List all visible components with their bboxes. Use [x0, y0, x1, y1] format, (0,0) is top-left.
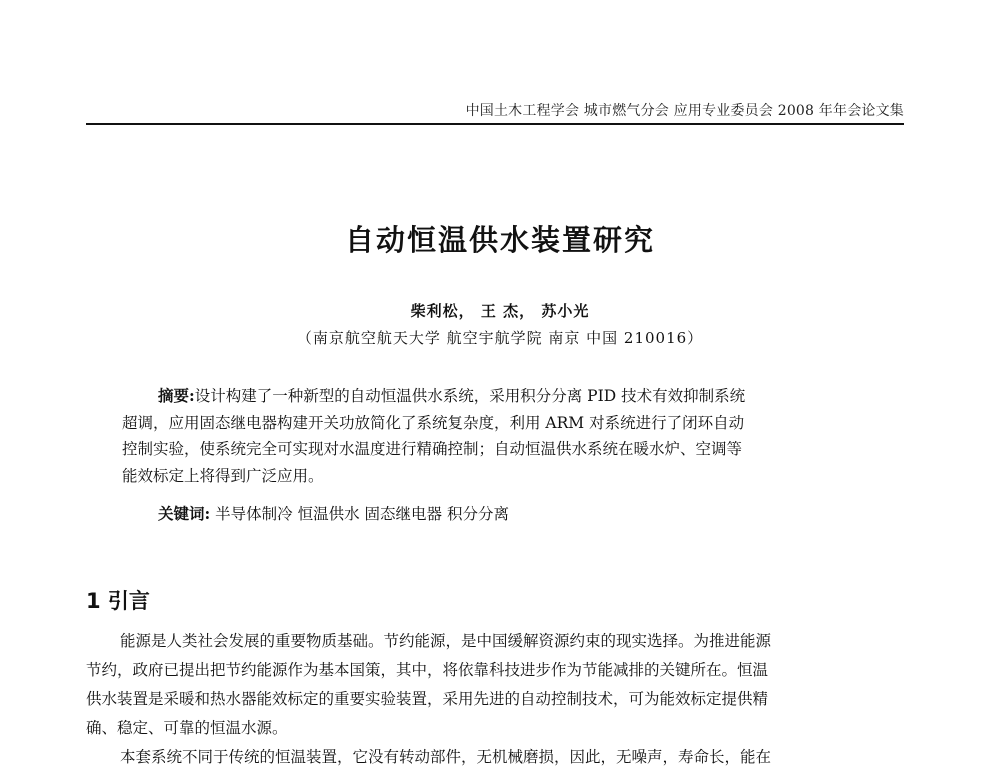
paper-authors: 柴利松， 王 杰， 苏小光 [410, 302, 590, 320]
keywords [158, 502, 509, 524]
abstract [122, 383, 862, 489]
paper-affiliation: （南京航空航天大学 航空宇航学院 南京 中国 210016） [296, 329, 704, 347]
section-heading-introduction: 1 引言 [86, 589, 150, 613]
body-line-3: 供水装置是采暖和热水器能效标定的重要实验装置，采用先进的自动控制技术，可为能效标定提供精 [86, 690, 769, 708]
header-rule [86, 123, 904, 125]
keywords-label: 关键词: [158, 504, 211, 523]
abstract-line-3: 控制实验，使系统完全可实现对水温度进行精确控制；自动恒温供水系统在暖水炉、空调等 [122, 440, 743, 458]
section-body [86, 627, 898, 743]
body-line-1: 能源是人类社会发展的重要物质基础。节约能源，是中国缓解资源约束的现实选择。为推进能源 [120, 632, 772, 650]
paper-title: 自动恒温供水装置研究 [344, 223, 655, 257]
body-line-2: 节约，政府已提出把节约能源作为基本国策，其中，将依靠科技进步作为节能减排的关键所在。恒温 [86, 661, 769, 679]
keywords-list: 半导体制冷 恒温供水 固态继电器 积分分离 [215, 505, 509, 523]
abstract-line-1: 摘要:设计构建了一种新型的自动恒温供水系统，采用积分分离 PID 技术有效抑制系统 [158, 386, 746, 405]
body-line-4: 确、稳定、可靠的恒温水源。 [86, 719, 288, 737]
body-line-5-partial: 本套系统不同于传统的恒温装置，它没有转动部件，无机械磨损，因此，无噪声，寿命长，能在 [120, 748, 772, 766]
abstract-line-4: 能效标定上将得到广泛应用。 [122, 466, 324, 485]
abstract-line-2: 超调，应用固态继电器构建开关功放简化了系统复杂度，利用 ARM 对系统进行了闭环自动 [122, 413, 745, 432]
abstract-label: 摘要: [158, 386, 195, 405]
running-header: 中国土木工程学会 城市燃气分会 应用专业委员会 2008 年年会论文集 [465, 103, 904, 119]
